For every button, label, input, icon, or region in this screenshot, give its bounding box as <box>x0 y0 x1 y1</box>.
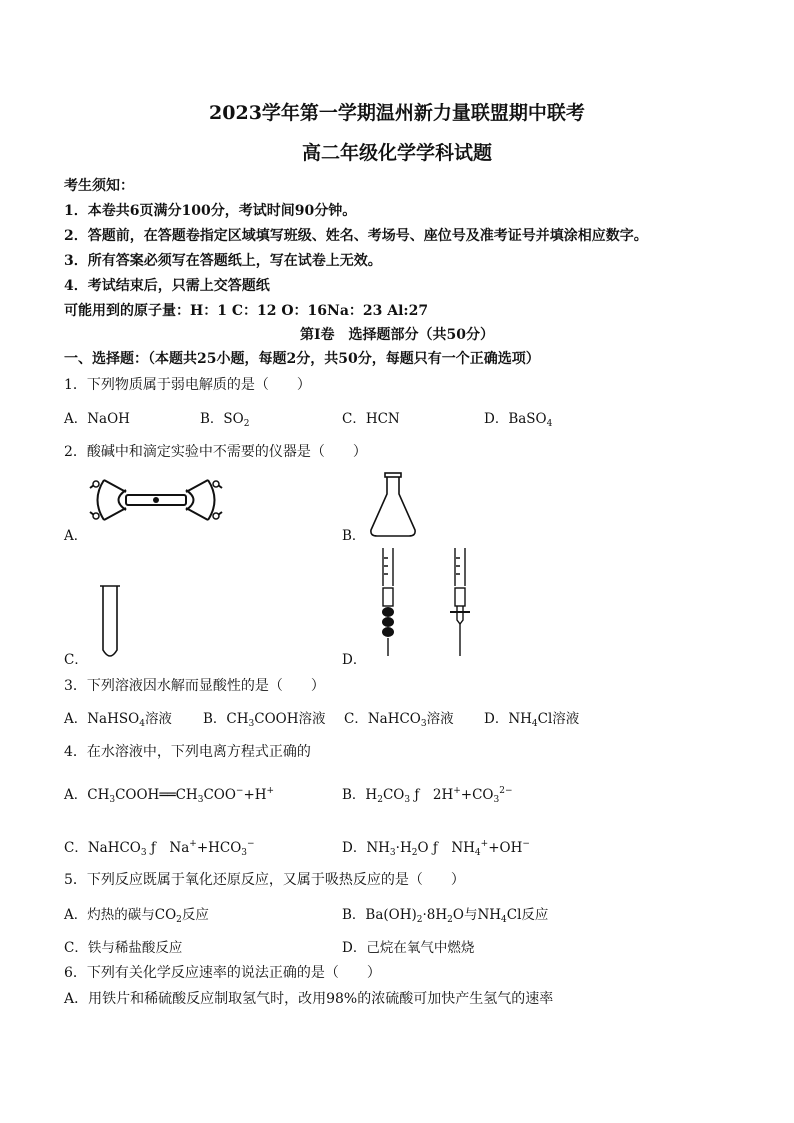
q4-option-d: D．$NH_3\cdot H_2O$ ƒ $NH_4^++OH^-$ <box>342 839 530 858</box>
q3-option-d: D．$NH_4Cl$溶液 <box>484 711 580 729</box>
burette-clamp-icon <box>86 470 226 530</box>
question-2-stem: 2．酸碱中和滴定实验中不需要的仪器是（ ） <box>64 444 367 460</box>
q3-option-a: A．NaHSO$_4$溶液 <box>64 711 172 729</box>
acid-burette-icon <box>448 548 472 658</box>
conical-flask-icon <box>368 472 418 538</box>
q2-option-a-label: A． <box>64 528 88 544</box>
q4-option-c: C．NaHCO$_3$ ƒ $Na^++HCO_3^-$ <box>64 839 255 858</box>
q5-option-c: C．铁与稀盐酸反应 <box>64 940 183 956</box>
base-burette-icon <box>376 548 400 658</box>
q3-option-c: C．NaHCO$_3$溶液 <box>344 711 454 729</box>
notice-heading: 考生须知： <box>64 178 134 194</box>
question-4-stem: 4．在水溶液中，下列电离方程式正确的 <box>64 744 311 760</box>
atomic-masses: 可能用到的原子量：H：1 C：12 O：16Na：23 Al:27 <box>64 303 429 319</box>
q3-option-b: B．$CH_3COOH$溶液 <box>203 711 326 729</box>
q5-option-a: A．灼热的碳与$CO_2$反应 <box>64 907 209 925</box>
q2-option-c-label: C． <box>64 652 88 668</box>
exam-subtitle: 高二年级化学学科试题 <box>301 142 492 164</box>
question-1-stem: 1．下列物质属于弱电解质的是（ ） <box>64 377 311 393</box>
q5-option-b: B．$Ba(OH)_2\cdot 8H_2O$与$NH_4Cl$反应 <box>342 907 549 925</box>
notice-item: 1．本卷共6页满分100分，考试时间90分钟。 <box>64 203 357 219</box>
q1-option-b: B．$SO_2$ <box>200 411 250 429</box>
section-heading: 一、选择题：（本题共25小题，每题2分，共50分，每题只有一个正确选项） <box>64 351 540 367</box>
section-title: 第Ⅰ卷 选择题部分（共50分） <box>299 327 495 343</box>
q4-option-b: B．$H_2CO_3$ ƒ $2H^++CO_3^{2-}$ <box>342 786 513 805</box>
notice-item: 2．答题前，在答题卷指定区域填写班级、姓名、考场号、座位号及准考证号并填涂相应数字。 <box>64 228 648 244</box>
question-3-stem: 3．下列溶液因水解而显酸性的是（ ） <box>64 678 325 694</box>
q5-option-d: D．己烷在氧气中燃烧 <box>342 940 475 956</box>
notice-item: 4．考试结束后，只需上交答题纸 <box>64 278 270 294</box>
q1-option-d: D．BaSO$_4$ <box>484 411 553 429</box>
q2-option-d-label: D． <box>342 652 367 668</box>
q2-option-b-label: B． <box>342 528 366 544</box>
q4-option-a: A．$CH_3COOH══CH_3COO^-+H^+$ <box>64 786 275 805</box>
question-5-stem: 5．下列反应既属于氧化还原反应，又属于吸热反应的是（ ） <box>64 872 465 888</box>
question-6-stem: 6．下列有关化学反应速率的说法正确的是（ ） <box>64 965 381 981</box>
notice-item: 3．所有答案必须写在答题纸上，写在试卷上无效。 <box>64 253 382 269</box>
test-tube-icon <box>98 584 122 662</box>
q1-option-a: A．NaOH <box>64 411 130 427</box>
exam-title: 2023学年第一学期温州新力量联盟期中联考 <box>209 102 585 124</box>
q6-option-a: A．用铁片和稀硫酸反应制取氢气时，改用98%的浓硫酸可加快产生氢气的速率 <box>64 991 554 1007</box>
q1-option-c: C．HCN <box>342 411 400 427</box>
